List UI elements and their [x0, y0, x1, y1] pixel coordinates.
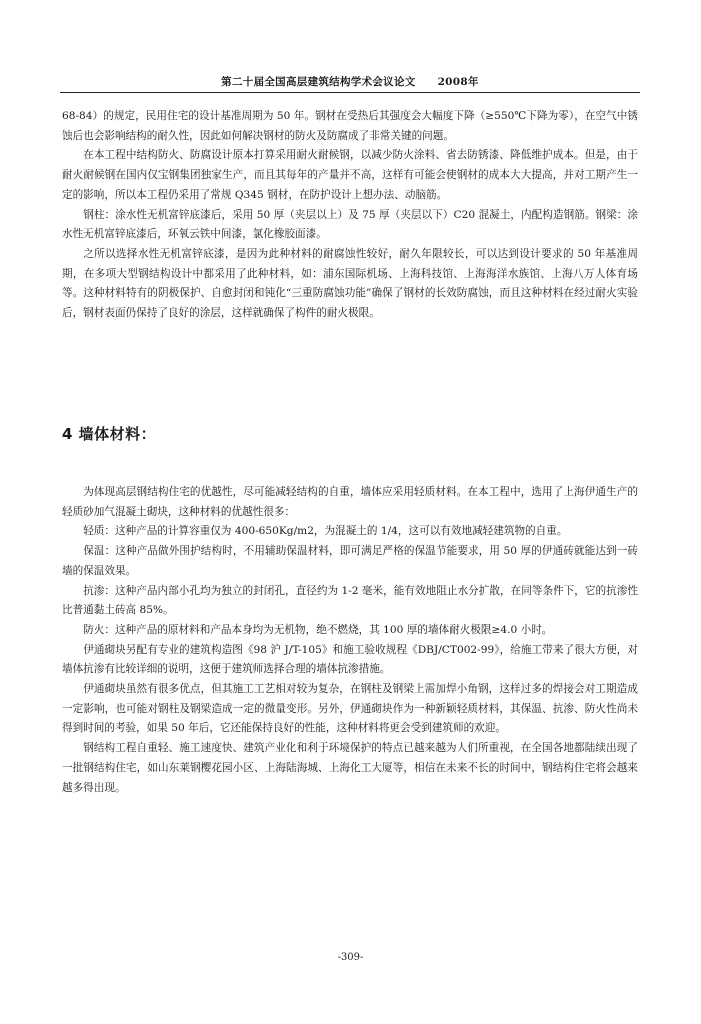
paragraph: 防火：这种产品的原材料和产品本身均为无机物，绝不燃烧，其 100 厚的墙体耐火极限≥4.0 小时。 — [83, 623, 553, 636]
paragraph: 钢结构工程自重轻、施工速度快、建筑产业化和利于环境保护的特点已越来越为人们所重视，在全国各地都陆续出现了一批钢结构住宅，如山东莱钢樱花园小区、上海陆海城、上海化工大厦等，相信在未来不长的时间中，钢结构住宅将会越来越多得出现。 — [62, 742, 638, 794]
paragraph: 钢柱：涂水性无机富锌底漆后，采用 50 厚（夹层以上）及 75 厚（夹层以下）C20 混凝土，内配构造钢筋。钢梁：涂水性无机富锌底漆后，环氧云铁中间漆，氯化橡胶面漆。 — [62, 208, 638, 241]
page-number: -309- — [337, 952, 364, 963]
paragraph: 轻质：这种产品的计算容重仅为 400-650Kg/m2，为混凝土的 1/4，这可以有效地减轻建筑物的自重。 — [83, 525, 568, 538]
paragraph: 抗渗：这种产品内部小孔均为独立的封闭孔，直径约为 1-2 毫米，能有效地阻止水分扩散，在同等条件下，它的抗渗性比普通黏土砖高 85%。 — [62, 584, 638, 617]
paragraph: 伊通砌块另配有专业的建筑构造图《98 沪 J/T-105》和施工验收规程《DBJ/CT002-99》，给施工带来了很大方便，对墙体抗渗有比较详细的说明，这便于建筑师选择合理的墙体抗渗措施。 — [62, 643, 638, 676]
body-text-bottom — [62, 483, 638, 798]
paragraph: 在本工程中结构防火、防腐设计原本打算采用耐火耐候钢，以减少防火涂料、省去防锈漆、降低维护成本。但是，由于耐火耐候钢在国内仅宝钢集团独家生产，而且其每年的产量并不高，这样有可能会使钢材的成本大大提高，并对工期产生一定的影响，所以本工程仍采用了常规 Q345 钢材，在防护设计上想办法、动脑筋。 — [62, 149, 638, 201]
body-text-top — [62, 107, 638, 324]
section-heading: 4 墙体材料： — [62, 425, 157, 443]
paragraph-continuation: 68-84）的规定，民用住宅的设计基准周期为 50 年。钢材在受热后其强度会大幅度下降（≥550℃下降为零），在空气中锈蚀后也会影响结构的耐久性，因此如何解决钢材的防火及防腐成了非常关键的问题。 — [62, 110, 638, 142]
paragraph: 为体现高层钢结构住宅的优越性，尽可能减轻结构的自重，墙体应采用轻质材料。在本工程中，选用了上海伊通生产的轻质砂加气混凝土砌块，这种材料的优越性很多： — [62, 486, 638, 518]
paragraph: 伊通砌块虽然有很多优点，但其施工工艺相对较为复杂，在钢柱及钢梁上需加焊小角钢，这样过多的焊接会对工期造成一定影响，也可能对钢柱及钢梁造成一定的微量变形。另外，伊通砌块作为一种新颖轻质材料，其保温、抗渗、防火性尚未得到时间的考验，如果 50 年后，它还能保持良好的性能，这种材料将更会受到建筑师的欢迎。 — [62, 683, 638, 735]
header-text — [221, 72, 479, 92]
header-year: 2008年 — [437, 76, 479, 88]
paragraph: 保温：这种产品做外围护结构时，不用辅助保温材料，即可满足严格的保温节能要求，用 50 厚的伊通砖就能达到一砖墙的保温效果。 — [62, 545, 638, 577]
running-header — [60, 70, 640, 93]
header-title: 第二十届全国高层建筑结构学术会议论文 — [221, 76, 416, 88]
paragraph: 之所以选择水性无机富锌底漆，是因为此种材料的耐腐蚀性较好，耐久年限较长，可以达到设计要求的 50 年基准周期，在多项大型钢结构设计中都采用了此种材料，如：浦东国际机场、上海科技馆、上海海洋水族馆、上海八万人体育场等。这种材料特有的阴极保护、自愈封闭和钝化“三重防腐蚀功能”确保了钢材的长效防腐蚀，而且这种材料在经过耐火实验后，钢材表面仍保持了良好的涂层，这样就确保了构件的耐火极限。 — [62, 247, 638, 320]
